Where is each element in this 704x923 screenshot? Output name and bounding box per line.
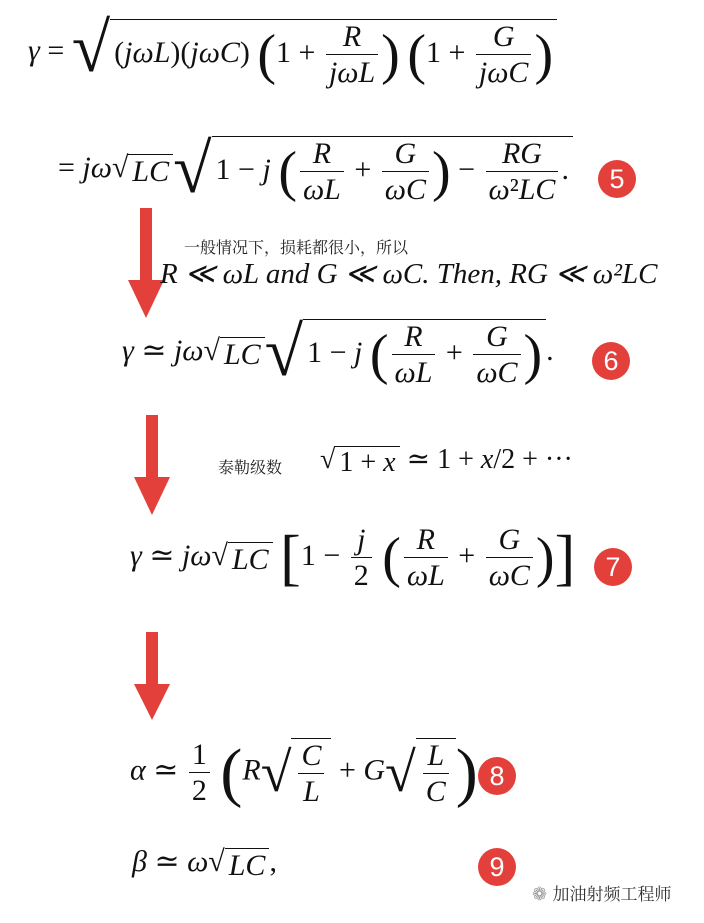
- watermark-text: 加油射频工程师: [552, 885, 672, 905]
- equation-gamma-approx: γ ≃ jω√ LC√ 1 − j ( $\frac{R}{\omega L}$ + $\frac{G}{\omega C}$ ) .: [122, 314, 554, 391]
- note-taylor-series: 泰勒级数: [218, 458, 283, 477]
- wechat-icon: ❁: [532, 884, 548, 905]
- note-small-losses: 一般情况下，损耗都很小，所以: [184, 238, 409, 257]
- equation-gamma-expanded: = jω√ LC√ 1 − j ( $\frac{R}{\omega L}$ + $\frac{G}{\omega C}$ ) − $\frac{RG}{\text{ω²LC}}$ .: [58, 135, 573, 205]
- equation-number-9: 9: [478, 848, 516, 886]
- taylor-expansion: √ 1 + x ≃ 1 + x/2 + ···: [320, 444, 573, 479]
- down-arrow-icon: [128, 208, 164, 320]
- down-arrow-icon: [134, 632, 170, 722]
- equation-number-6: 6: [592, 342, 630, 380]
- equation-gamma-taylor: γ ≃ jω√ LC [1 − $\frac{j}{2}$ ( $\frac{R}{\omega L}$ + $\frac{G}{\omega C}$ )]: [130, 523, 576, 592]
- equation-number-7: 7: [594, 548, 632, 586]
- equation-alpha: α ≃ $\frac{1}{2}$ (R√ $\frac{C}{L}$ + G√ $\frac{L}{C}$ ): [130, 735, 478, 809]
- equation-number-5: 5: [598, 160, 636, 198]
- equation-number-8: 8: [478, 757, 516, 795]
- equation-gamma-definition: γ = √ (jωL)(jωC) (1 + $\frac{R}{\text{jωL}}$ ) (1 + $\frac{G}{\text{jωC}}$ ): [28, 18, 557, 88]
- watermark: [532, 880, 672, 905]
- down-arrow-icon: [134, 415, 170, 517]
- condition-text: R ≪ ωL and G ≪ ωC. Then, RG ≪ ω²LC: [160, 258, 658, 290]
- equation-beta: β ≃ ω√ LC ,: [132, 845, 277, 882]
